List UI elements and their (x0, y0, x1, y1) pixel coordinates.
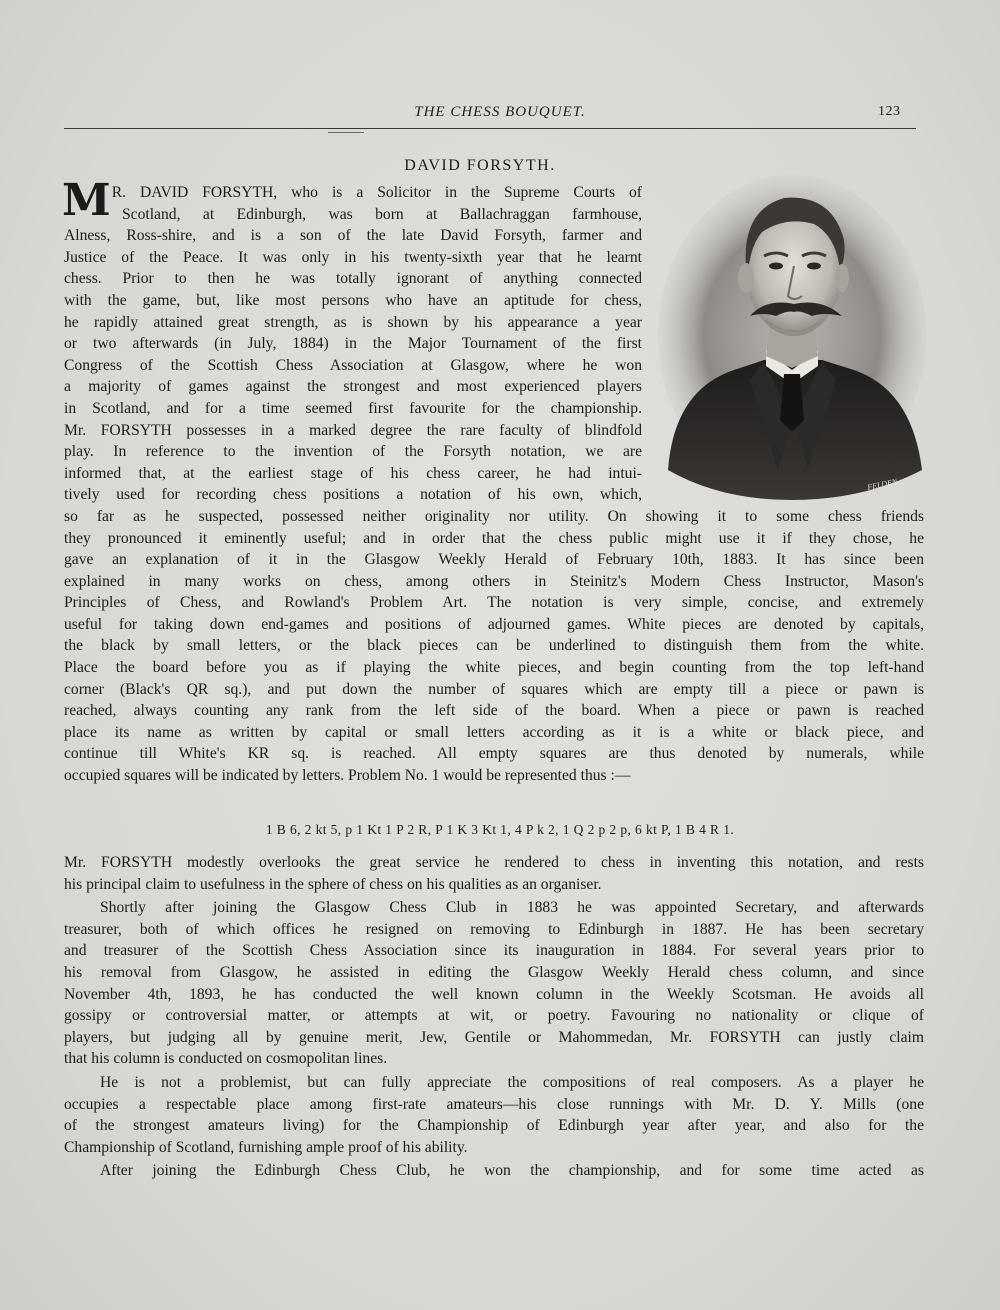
body-line: Shortly after joining the Glasgow Chess Club in 1883 he was appointed Secretary, and afterwards (100, 899, 924, 917)
header-rule-accent (328, 132, 364, 133)
body-line: that his column is conducted on cosmopolitan lines. (64, 1050, 388, 1068)
running-header-title: THE CHESS BOUQUET. (414, 104, 586, 120)
lead-line: play. In reference to the invention of the Forsyth notation, we are (64, 443, 642, 461)
body-line: his removal from Glasgow, he assisted in editing the Glasgow Weekly Herald chess column, and since (64, 963, 924, 981)
forsyth-notation-example: 1 B 6, 2 kt 5, p 1 Kt 1 P 2 R, P 1 K 3 Kt 1, 4 P k 2, 1 Q 2 p 2 p, 6 kt P, 1 B 4 R 1. (265, 822, 735, 837)
lead-line: a majority of games against the strongest and most experienced players (64, 378, 642, 396)
article-body-continued (64, 852, 924, 1182)
lead-line: tively used for recording chess positions a notation of his own, which, (64, 486, 642, 504)
lead-line: Congress of the Scottish Chess Association at Glasgow, where he won (64, 356, 642, 374)
body-line: continue till White's KR sq. is reached. All empty squares are thus denoted by numerals, while (64, 745, 924, 763)
body-line: explained in many works on chess, among others in Steinitz's Modern Chess Instructor, Mason's (64, 572, 924, 590)
drop-cap-initial: M (62, 175, 108, 226)
lead-line: with the game, but, like most persons who have an aptitude for chess, (64, 291, 642, 309)
body-line: of the strongest amateurs living) for the Championship of Edinburgh year after year, and also for the (64, 1117, 924, 1135)
body-line: occupied squares will be indicated by letters. Problem No. 1 would be represented thus :— (64, 767, 631, 785)
body-line: Championship of Scotland, furnishing ample proof of his ability. (64, 1138, 468, 1156)
lead-line: or two afterwards (in July, 1884) in the Major Tournament of the first (64, 335, 642, 353)
lead-line: informed that, at the earliest stage of his chess career, he had intui- (64, 464, 642, 482)
body-line: reached, always counting any rank from the left side of the board. When a piece or pawn is reached (64, 702, 924, 720)
body-line: Principles of Chess, and Rowland's Problem Art. The notation is very simple, concise, and extremely (64, 594, 924, 612)
body-line: gave an explanation of it in the Glasgow Weekly Herald of February 10th, 1883. It has since been (64, 551, 924, 569)
body-line: After joining the Edinburgh Chess Club, he won the championship, and for some time acted as (100, 1162, 924, 1180)
lead-line: he rapidly attained great strength, as is shown by his appearance a year (64, 313, 642, 331)
body-line: useful for taking down end-games and positions of adjourned games. White pieces are denoted by capitals, (64, 615, 924, 633)
body-line: Place the board before you as if playing the white pieces, and begin counting from the top left-hand (64, 659, 924, 677)
portrait-signature: FELDEN (866, 476, 898, 492)
body-line: occupies a respectable place among first-rate amateurs—his close runnings with Mr. D. Y. Mills (one (64, 1095, 924, 1113)
body-line: treasurer, both of which offices he resigned on removing to Edinburgh in 1887. He has been secretary (64, 920, 924, 938)
lead-line: Mr. FORSYTH possesses in a marked degree the rare faculty of blindfold (64, 421, 642, 439)
lead-line: Scotland, at Edinburgh, was born at Ballachraggan farmhouse, (122, 205, 642, 223)
paragraph-glasgow-club (64, 897, 924, 1070)
paragraph-edinburgh-club (64, 1160, 924, 1182)
body-line: the black by small letters, or the black pieces can be underlined to distinguish them from the white. (64, 637, 924, 655)
body-line: they pronounced it eminently useful; and in order that the chess public might use it if they chose, he (64, 529, 924, 547)
lead-line: in Scotland, and for a time seemed first favourite for the championship. (64, 399, 642, 417)
body-line: and treasurer of the Scottish Chess Association since its inauguration in 1884. For several years prior to (64, 942, 924, 960)
body-line: Mr. FORSYTH modestly overlooks the great service he rendered to chess in inventing this notation, and rests (64, 854, 924, 871)
lead-line: Justice of the Peace. It was only in his twenty-sixth year that he learnt (64, 248, 642, 266)
body-line: gossipy or controversial matter, or attempts at wit, or poetry. Favouring no nationality or clique of (64, 1007, 924, 1025)
header-rule (64, 128, 916, 129)
body-line: November 4th, 1893, he has conducted the well known column in the Weekly Scotsman. He avoids all (64, 985, 924, 1003)
body-line: place its name as written by capital or small letters according as it is a white or black piece, and (64, 723, 924, 741)
body-line: his principal claim to usefulness in the sphere of chess on his qualities as an organiser. (64, 875, 602, 893)
paragraph-notation-credit (64, 852, 924, 895)
paragraph-problemist (64, 1072, 924, 1158)
lead-line: chess. Prior to then he was totally ignorant of anything connected (64, 270, 642, 288)
body-line: so far as he suspected, possessed neither originality nor utility. On showing it to some chess friends (64, 507, 924, 525)
body-line: He is not a problemist, but can fully appreciate the compositions of real composers. As a player he (100, 1073, 924, 1091)
article-body (62, 175, 924, 787)
lead-paragraph (62, 175, 924, 787)
body-line: players, but judging all by genuine merit, Jew, Gentile or Mahommedan, Mr. FORSYTH can justly claim (64, 1028, 924, 1046)
lead-line: R. DAVID FORSYTH, who is a Solicitor in the Supreme Courts of (111, 184, 642, 201)
page-number: 123 (878, 104, 901, 119)
body-line: corner (Black's QR sq.), and put down the number of squares which are empty till a piece or pawn is (64, 680, 924, 698)
article-title: DAVID FORSYTH. (404, 157, 556, 174)
lead-line: Alness, Ross-shire, and is a son of the late David Forsyth, farmer and (64, 227, 642, 245)
